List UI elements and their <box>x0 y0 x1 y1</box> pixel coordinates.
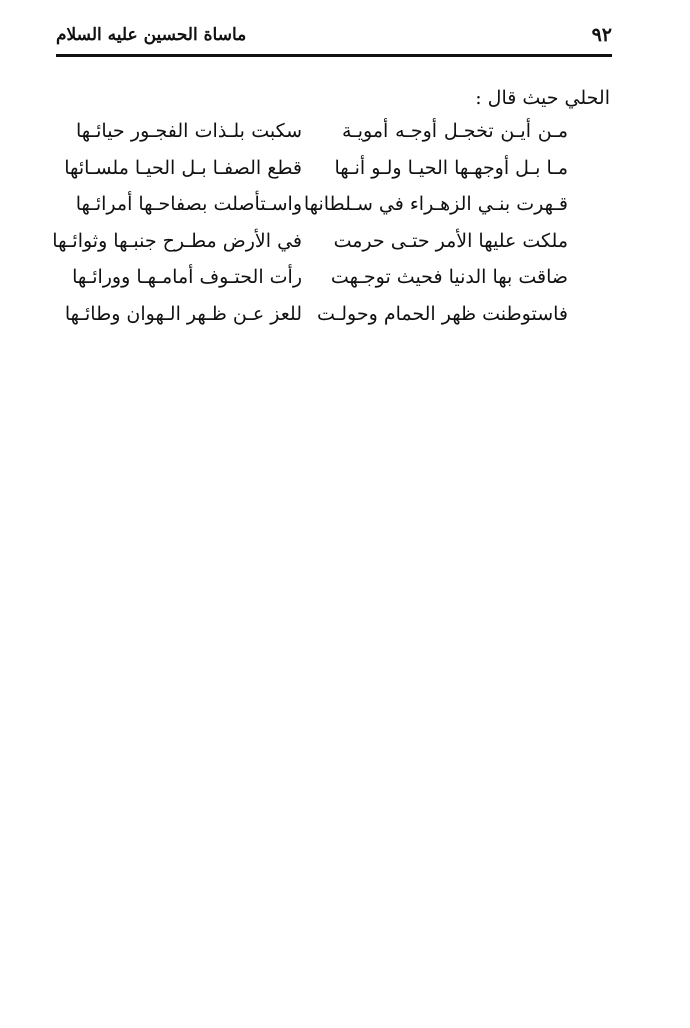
verse-4 <box>52 226 568 263</box>
verse-1-second-hemistich: سكبت بلـذات الفجـور حيائـها <box>76 120 302 142</box>
verse-4-second-hemistich: في الأرض مطـرح جنبـها وثوائـها <box>52 229 302 252</box>
verse-6-second-hemistich: للعز عـن ظـهر الـهوان وطائـها <box>64 302 302 325</box>
verse-5 <box>72 262 568 299</box>
verse-1 <box>76 116 568 153</box>
verse-3-second-hemistich: واسـتأصلت بصفاحـها أمرائـها <box>75 193 302 215</box>
verse-6 <box>64 299 568 336</box>
page-header <box>56 22 612 48</box>
poem <box>52 116 568 335</box>
verse-2-second-hemistich: قطع الصفـا بـل الحيـا ملسـائها <box>64 156 302 179</box>
header-divider <box>56 54 612 57</box>
verse-3 <box>76 189 568 226</box>
verse-2 <box>64 153 568 190</box>
verse-3-first-hemistich: قـهرت بنـي الزهـراء في سـلطانها <box>303 193 568 215</box>
verse-6-first-hemistich: فاستوطنت ظهر الحمام وحولـت <box>317 302 568 325</box>
intro-line: الحلي حيث قال : <box>475 87 610 109</box>
verse-5-first-hemistich: ضاقت بها الدنيا فحيث توجـهت <box>330 266 568 288</box>
verse-4-first-hemistich: ملكت عليها الأمر حتـى حرمت <box>333 229 568 252</box>
verse-1-first-hemistich: مـن أيـن تخجـل أوجـه أمويـة <box>342 120 568 142</box>
page-number: ٩٢ <box>591 24 612 46</box>
verse-2-first-hemistich: مـا بـل أوجهـها الحيـا ولـو أنـها <box>334 156 568 179</box>
running-title: ماساة الحسين عليه السلام <box>56 25 247 45</box>
verse-5-second-hemistich: رأت الحتـوف أمامـهـا وورائـها <box>72 266 302 288</box>
